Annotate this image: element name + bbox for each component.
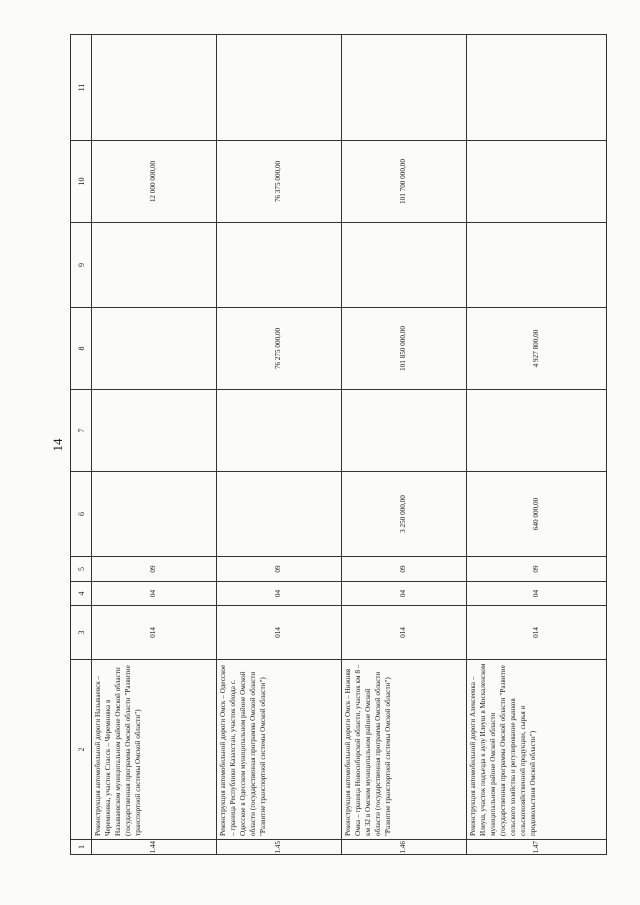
cell-col7: [92, 390, 217, 472]
cell-col9: [92, 223, 217, 308]
table-row: [467, 35, 607, 855]
column-header: 1: [71, 840, 92, 855]
rotated-document-sheet: [50, 35, 605, 855]
column-header: 6: [71, 472, 92, 557]
row-number: 1.45: [217, 840, 342, 855]
page-number: 14: [50, 438, 65, 452]
header-row: [71, 35, 92, 855]
cell-col3: 014: [92, 606, 217, 660]
cell-col5: 09: [217, 557, 342, 582]
column-header: 9: [71, 223, 92, 308]
table-row: [217, 35, 342, 855]
cell-col9: [467, 223, 607, 308]
row-number: 1.44: [92, 840, 217, 855]
cell-col11: [342, 35, 467, 141]
cell-col10: 12 000 000,00: [92, 141, 217, 223]
cell-col3: 014: [467, 606, 607, 660]
cell-col6: 3 250 000,00: [342, 472, 467, 557]
cell-col6: 640 000,00: [467, 472, 607, 557]
cell-col7: [342, 390, 467, 472]
cell-col9: [217, 223, 342, 308]
cell-col4: 04: [217, 582, 342, 606]
cell-col4: 04: [342, 582, 467, 606]
cell-col4: 04: [467, 582, 607, 606]
cell-col11: [467, 35, 607, 141]
column-header: 11: [71, 35, 92, 141]
cell-col5: 09: [342, 557, 467, 582]
cell-col6: [92, 472, 217, 557]
cell-col5: 09: [467, 557, 607, 582]
row-number: 1.47: [467, 840, 607, 855]
row-number: 1.46: [342, 840, 467, 855]
column-header: 7: [71, 390, 92, 472]
cell-col11: [92, 35, 217, 141]
column-header: 2: [71, 660, 92, 840]
cell-col8: 101 850 000,00: [342, 308, 467, 390]
cell-col5: 09: [92, 557, 217, 582]
object-description: Реконструкция автомобильной дороги Омск – Одесское – граница Республики Казахстан, участок обхода с. Одесское в Одесском муниципальном районе Омской области (государственная программа Омской области "Развитие транспортной системы Омской области"): [217, 660, 342, 840]
object-description: Реконструкция автомобильной дороги Омск – Нижняя Омка – граница Новосибирской области, участок км 8 – км 32 в Омском муниципальном районе Омской области (государственная программа Омской области "Развитие транспортной системы Омской области"): [342, 660, 467, 840]
cell-col9: [342, 223, 467, 308]
cell-col10: 76 375 000,00: [217, 141, 342, 223]
cell-col10: 101 700 000,00: [342, 141, 467, 223]
cell-col10: [467, 141, 607, 223]
column-header: 8: [71, 308, 92, 390]
cell-col4: 04: [92, 582, 217, 606]
object-description: Реконструкция автомобильной дороги Алексеевка – Илеуш, участок подъезда к аулу Илеуш в Москаленском муниципальном районе Омской области (государственная программа Омской области "Развитие сельского хозяйства и регулирование рынков сельскохозяйственной продукции, сырья и продовольствия Омской области"): [467, 660, 607, 840]
cell-col7: [217, 390, 342, 472]
cell-col7: [467, 390, 607, 472]
column-header: 5: [71, 557, 92, 582]
cell-col8: 4 927 800,00: [467, 308, 607, 390]
cell-col8: 76 275 000,00: [217, 308, 342, 390]
object-description: Реконструкция автомобильной дороги Называевск – Черемновка, участок Спасск – Черемновка в Называевском муниципальном районе Омской области (государственная программа Омской области "Развитие транспортной системы Омской области"): [92, 660, 217, 840]
cell-col3: 014: [342, 606, 467, 660]
column-header: 4: [71, 582, 92, 606]
column-header: 3: [71, 606, 92, 660]
cell-col8: [92, 308, 217, 390]
column-header: 10: [71, 141, 92, 223]
cell-col3: 014: [217, 606, 342, 660]
budget-table: [70, 34, 607, 855]
table-row: [342, 35, 467, 855]
table-row: [92, 35, 217, 855]
cell-col11: [217, 35, 342, 141]
cell-col6: [217, 472, 342, 557]
